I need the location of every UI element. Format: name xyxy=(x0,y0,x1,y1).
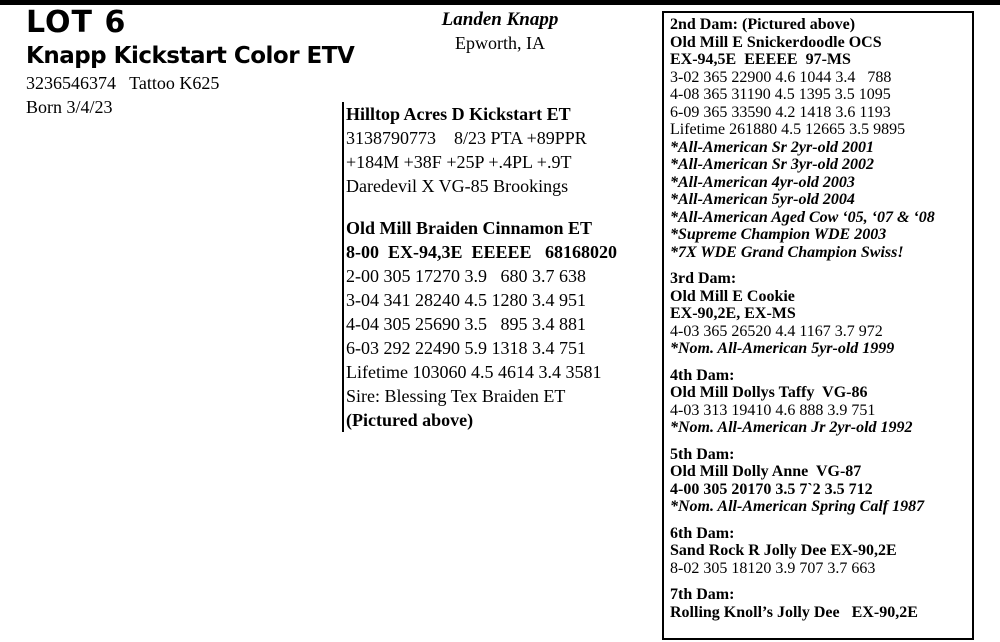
dam-record: Lifetime 261880 4.5 12665 3.5 9895 xyxy=(670,121,906,138)
dam-name: Old Mill Braiden Cinnamon ET xyxy=(346,218,593,238)
dam-classification: 4-00 305 20170 3.5 7`2 3.5 712 xyxy=(670,480,873,498)
sire-line: Daredevil X VG-85 Brookings xyxy=(346,176,569,196)
section-heading: 3rd Dam: xyxy=(670,270,737,287)
lot-number: LOT 6 xyxy=(26,5,127,40)
section-heading: 7th Dam: xyxy=(670,586,735,603)
dam-name: Old Mill E Snickerdoodle OCS xyxy=(670,33,882,51)
dam-record: Sire: Blessing Tex Braiden ET xyxy=(346,386,566,406)
registration-line: 3236546374 Tattoo K625 xyxy=(26,73,220,93)
section-heading: 2nd Dam: (Pictured above) xyxy=(670,16,856,33)
section-heading: 4th Dam: xyxy=(670,366,735,384)
dam-honor: *Nom. All-American Jr 2yr-old 1992 xyxy=(670,419,913,436)
dam-name: Old Mill E Cookie xyxy=(670,287,795,305)
dam-classification: EX-94,5E EEEEE 97-MS xyxy=(670,51,851,68)
dam-honor: *Supreme Champion WDE 2003 xyxy=(670,226,887,243)
dam-honor: *All-American Sr 3yr-old 2002 xyxy=(670,156,875,173)
dam-record: 4-08 365 31190 4.5 1395 3.5 1095 xyxy=(670,86,891,103)
dam-record: 6-03 292 22490 5.9 1318 3.4 751 xyxy=(346,338,586,358)
dam-record: 4-03 313 19410 4.6 888 3.9 751 xyxy=(670,401,876,419)
dam-section-4th xyxy=(670,367,966,437)
dam-honor: *Nom. All-American 5yr-old 1999 xyxy=(670,340,895,357)
dam-name: Old Mill Dolly Anne VG-87 xyxy=(670,463,862,480)
dam-note: (Pictured above) xyxy=(346,410,474,430)
dam-record: Lifetime 103060 4.5 4614 3.4 3581 xyxy=(346,362,602,382)
dam-record: 3-04 341 28240 4.5 1280 3.4 951 xyxy=(346,290,586,310)
dam-record: 6-09 365 33590 4.2 1418 3.6 1193 xyxy=(670,103,891,121)
dam-lineage-box xyxy=(662,11,974,640)
dam-honor: *All-American Aged Cow ‘05, ‘07 & ‘08 xyxy=(670,208,935,226)
dam-honor: *All-American Sr 2yr-old 2001 xyxy=(670,138,875,156)
sire-line: +184M +38F +25P +.4PL +.9T xyxy=(346,152,572,172)
spacer xyxy=(346,198,646,216)
dam-honor: *All-American 4yr-old 2003 xyxy=(670,173,855,191)
dam-section-5th xyxy=(670,446,966,516)
consignor-name: Landen Knapp xyxy=(441,9,559,30)
dam-classification: EX-90,2E, EX-MS xyxy=(670,305,796,322)
dam-honor: *7X WDE Grand Champion Swiss! xyxy=(670,243,904,261)
dam-classification: 8-00 EX-94,3E EEEEE 68168020 xyxy=(346,242,618,262)
section-heading: 6th Dam: xyxy=(670,524,735,542)
dam-name: Sand Rock R Jolly Dee EX-90,2E xyxy=(670,542,897,559)
dam-section-2nd xyxy=(670,16,966,261)
consignor-block xyxy=(395,8,605,54)
pedigree-block xyxy=(342,102,646,432)
dam-record: 2-00 305 17270 3.9 680 3.7 638 xyxy=(346,266,586,286)
animal-name: Knapp Kickstart Color ETV xyxy=(26,43,355,69)
dam-record: 4-03 365 26520 4.4 1167 3.7 972 xyxy=(670,322,883,340)
dam-section-3rd xyxy=(670,270,966,358)
consignor-location: Epworth, IA xyxy=(455,33,545,53)
dam-record: 8-02 305 18120 3.9 707 3.7 663 xyxy=(670,559,876,577)
section-heading: 5th Dam: xyxy=(670,445,735,463)
dam-honor: *Nom. All-American Spring Calf 1987 xyxy=(670,498,925,515)
top-rule xyxy=(0,0,1000,5)
dam-record: 4-04 305 25690 3.5 895 3.4 881 xyxy=(346,314,586,334)
dam-record: 3-02 365 22900 4.6 1044 3.4 788 xyxy=(670,68,892,86)
sire-name: Hilltop Acres D Kickstart ET xyxy=(346,104,571,124)
dam-section-6th xyxy=(670,525,966,578)
dam-honor: *All-American 5yr-old 2004 xyxy=(670,191,855,208)
dam-section-7th xyxy=(670,586,966,621)
sire-line: 3138790773 8/23 PTA +89PPR xyxy=(346,128,587,148)
dam-name: Rolling Knoll’s Jolly Dee EX-90,2E xyxy=(670,603,918,621)
birth-date: Born 3/4/23 xyxy=(26,97,113,117)
dam-name: Old Mill Dollys Taffy VG-86 xyxy=(670,384,868,401)
